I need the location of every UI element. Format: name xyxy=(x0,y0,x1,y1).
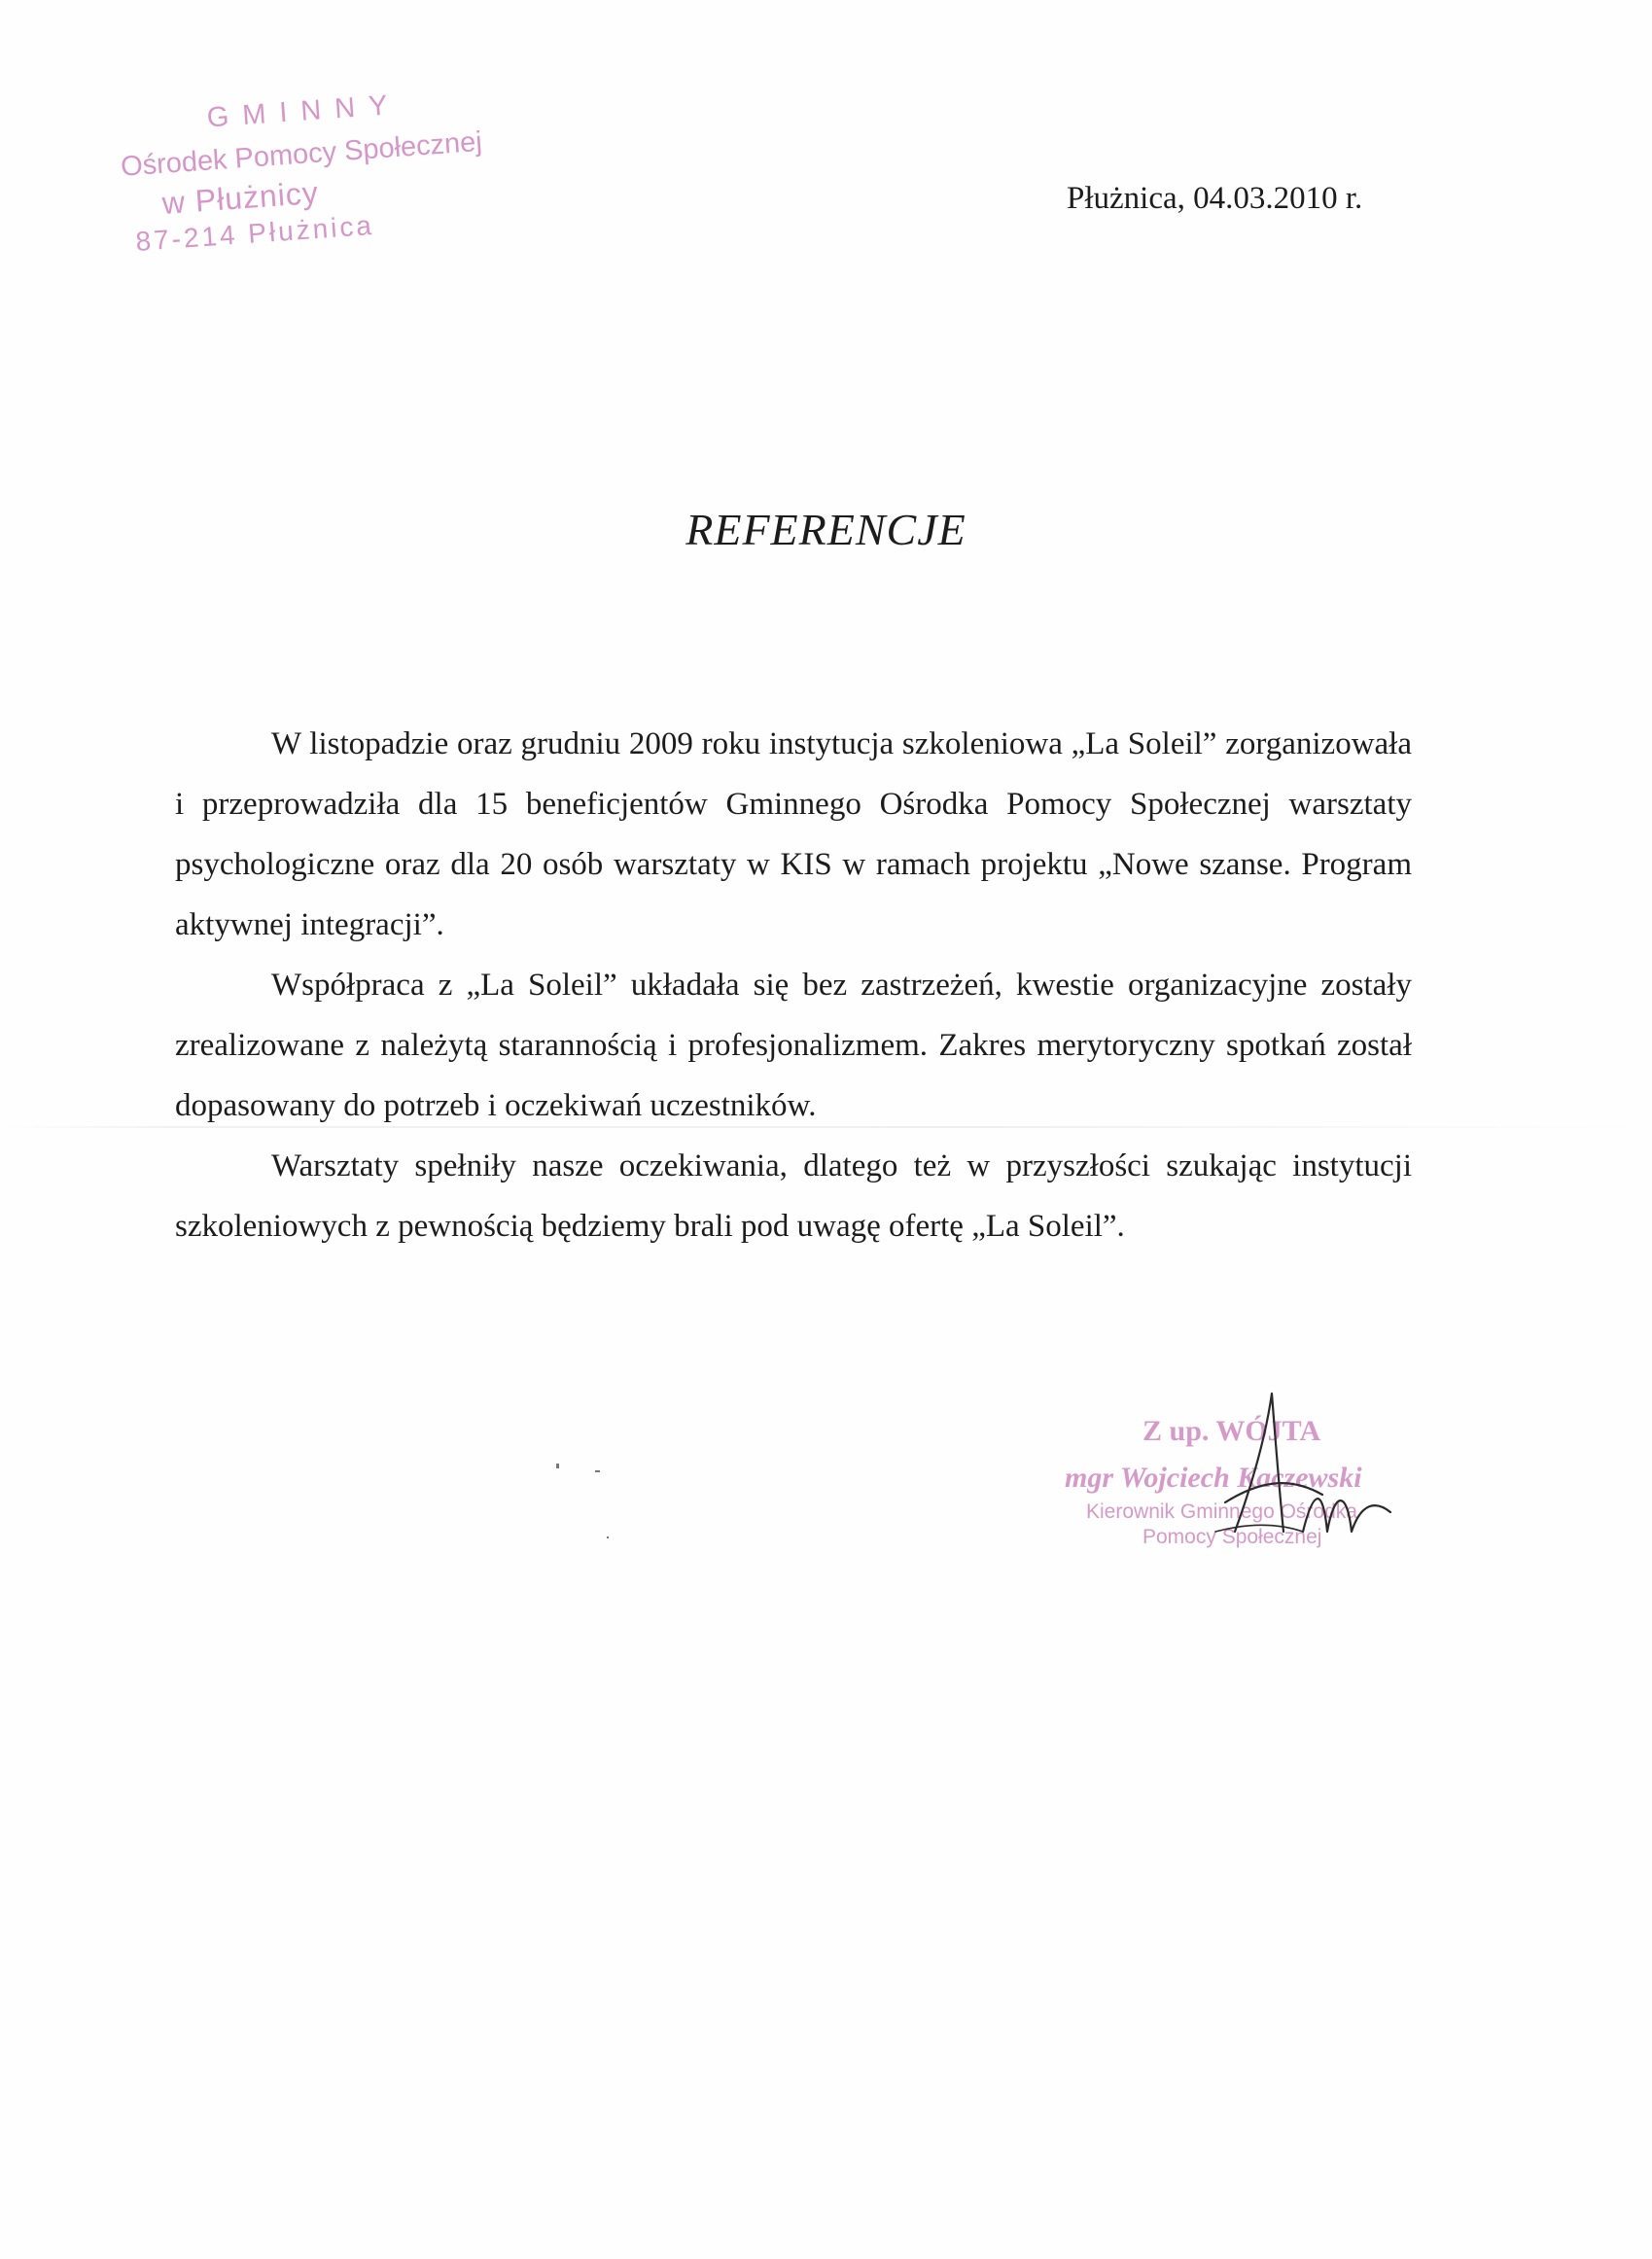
paper-speck xyxy=(607,1536,609,1538)
letter-body xyxy=(175,714,1412,1256)
stamp-line-2: Ośrodek Pomocy Społecznej xyxy=(120,125,483,183)
signature-stamp-line-4: Pomocy Społecznej xyxy=(1142,1526,1322,1548)
handwritten-signature xyxy=(1157,1386,1410,1561)
signature-stamp-line-1: Z up. WÓJTA xyxy=(1142,1415,1321,1447)
paper-speck xyxy=(556,1464,559,1468)
stamp-line-4: 87-214 Płużnica xyxy=(134,209,375,257)
paragraph-3: Warsztaty spełniły nasze oczekiwania, dlatego też w przyszłości szukając instytucji szkoleniowych z pewnością będziemy brali pod uwagę ofertę „La Soleil”. xyxy=(175,1148,1412,1244)
institution-stamp xyxy=(117,83,505,257)
paragraph-2: Współpraca z „La Soleil” układała się bez zastrzeżeń, kwestie organizacyjne zostały zrealizowane z należytą starannością i profesjonalizmem. Zakres merytoryczny spotkań został dopasowany do potrzeb i oczekiwań uczestników. xyxy=(175,968,1412,1123)
paragraph-1: W listopadzie oraz grudniu 2009 roku instytucja szkoleniowa „La Soleil” zorganizowała i przeprowadziła dla 15 beneficjentów Gminnego Ośrodka Pomocy Społecznej warsztaty psychologiczne oraz dla 20 osób warsztaty w KIS w ramach projektu „Nowe szanse. Program aktywnej integracji”. xyxy=(175,726,1412,942)
signature-stamp-line-2: mgr Wojciech Kaczewski xyxy=(1065,1462,1362,1494)
signature-stamp-line-3: Kierownik Gminnego Ośrodka xyxy=(1086,1500,1357,1523)
letter-date: Płużnica, 04.03.2010 r. xyxy=(1067,181,1363,216)
stamp-line-3: w Płużnicy xyxy=(160,174,320,221)
letter-title: REFERENCJE xyxy=(685,505,967,554)
stamp-line-1: GMINNY xyxy=(205,88,403,134)
paper-speck xyxy=(595,1470,600,1472)
